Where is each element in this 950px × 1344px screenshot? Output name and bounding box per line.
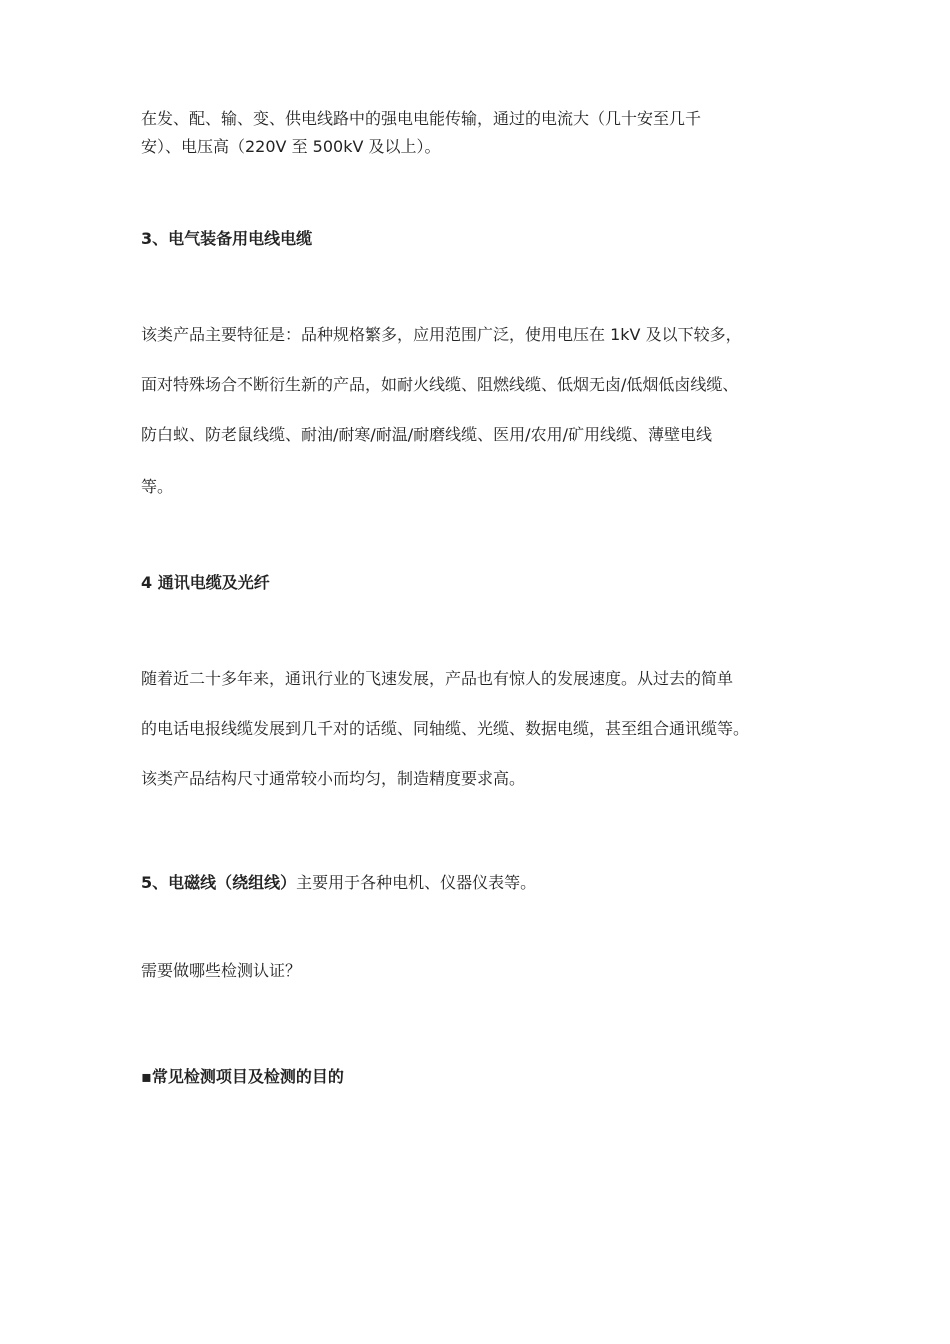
paragraph-equipment-line-3: 防白蚁、防老鼠线缆、耐油/耐寒/耐温/耐磨线缆、医用/农用/矿用线缆、薄壁电线: [141, 425, 712, 444]
paragraph-equipment-line-1: 该类产品主要特征是：品种规格繁多，应用范围广泛，使用电压在 1kV 及以下较多，: [141, 325, 742, 344]
certification-question: 需要做哪些检测认证？: [141, 961, 302, 980]
section-item-5-title: 5、电磁线（绕组线）: [141, 873, 297, 892]
paragraph-equipment-line-2: 面对特殊场合不断衍生新的产品，如耐火线缆、阻燃线缆、低烟无卤/低烟低卤线缆、: [141, 375, 739, 394]
paragraph-communication-line-3: 该类产品结构尺寸通常较小而均匀，制造精度要求高。: [141, 769, 526, 788]
bullet-heading-test-items: ▪常见检测项目及检测的目的: [141, 1067, 344, 1086]
section-heading-3: 3、电气装备用电线电缆: [141, 229, 313, 248]
paragraph-communication-line-2: 的电话电报线缆发展到几千对的话缆、同轴缆、光缆、数据电缆，甚至组合通讯缆等。: [141, 719, 750, 738]
paragraph-equipment-line-4: 等。: [141, 477, 174, 496]
paragraph-communication-line-1: 随着近二十多年来，通讯行业的飞速发展，产品也有惊人的发展速度。从过去的简单: [141, 669, 734, 688]
paragraph-transmission-line-2: 安）、电压高（220V 至 500kV 及以上）。: [141, 137, 441, 156]
section-item-5: [141, 872, 536, 894]
paragraph-transmission-line-1: 在发、配、输、变、供电线路中的强电电能传输，通过的电流大（几十安至几千: [141, 109, 702, 128]
section-item-5-text: 主要用于各种电机、仪器仪表等。: [296, 873, 537, 892]
section-heading-4: 4 通讯电缆及光纤: [141, 573, 270, 592]
